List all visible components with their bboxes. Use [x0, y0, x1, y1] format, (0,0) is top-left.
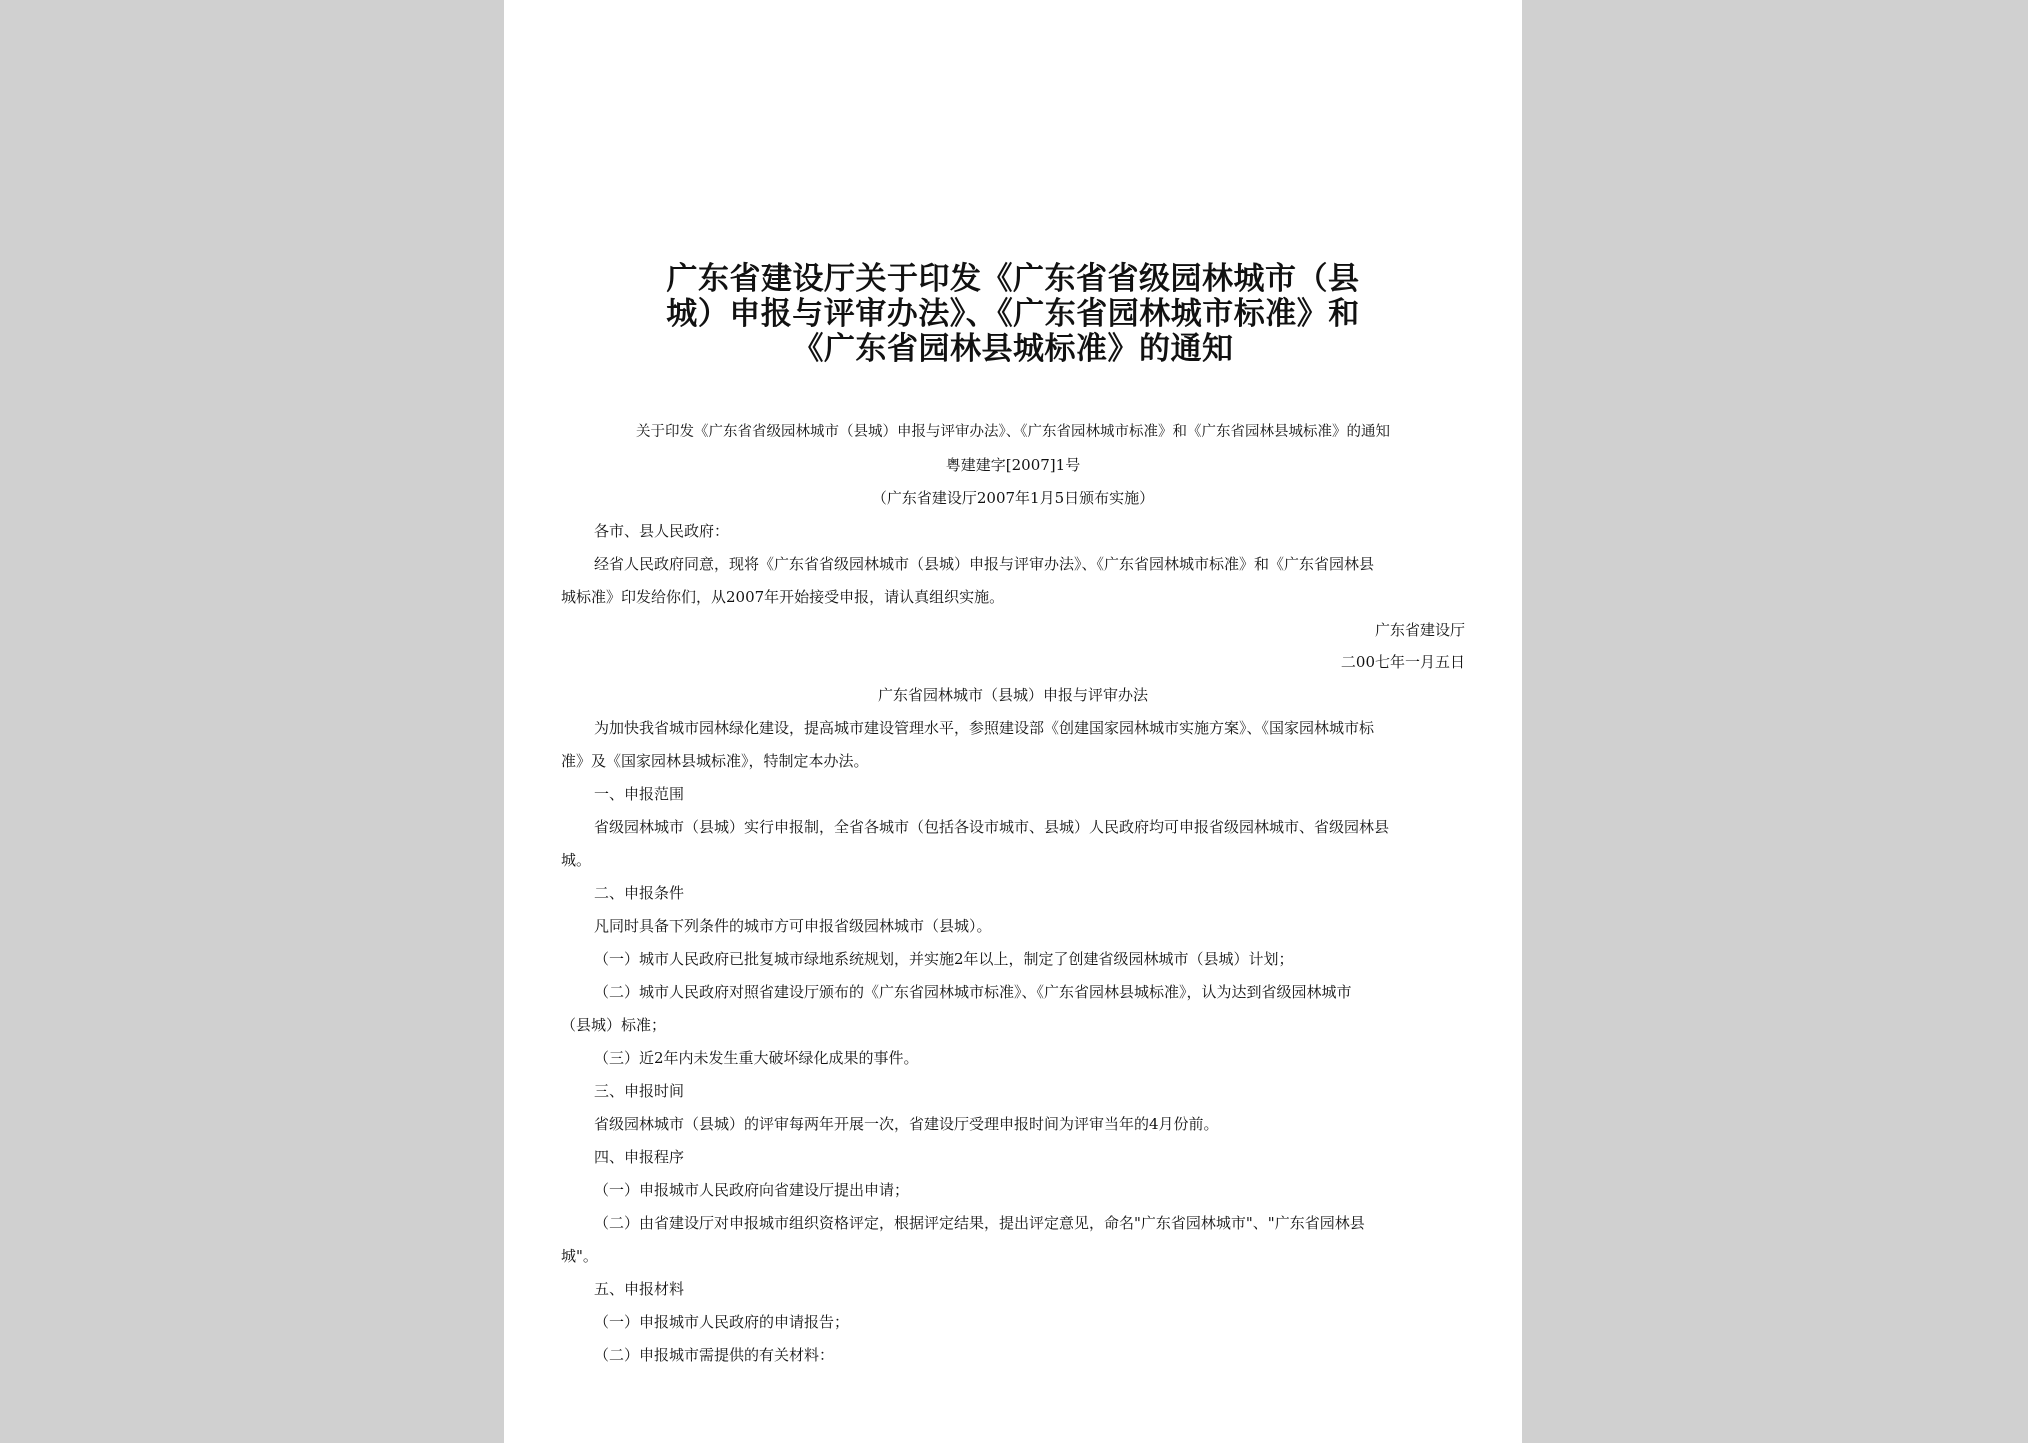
materials-item: （一）申报城市人民政府的申请报告；: [594, 1313, 850, 1331]
subtitle: 关于印发《广东省省级园林城市（县城）申报与评审办法》、《广东省园林城市标准》和《广东省园林县城标准》的通知: [636, 424, 1390, 440]
conditions-paragraph: 凡同时具备下列条件的城市方可申报省级园林城市（县城）。: [594, 917, 992, 935]
issue-note: （广东省建设厅2007年1月5日颁布实施）: [871, 489, 1155, 507]
body-paragraph: 经省人民政府同意，现将《广东省省级园林城市（县城）申报与评审办法》、《广东省园林城市标准》和《广东省园林县: [594, 555, 1375, 573]
heading-procedure: 四、申报程序: [594, 1148, 685, 1166]
title-line: 《广东省园林县城标准》的通知: [792, 331, 1234, 367]
intro-paragraph: 为加快我省城市园林绿化建设，提高城市建设管理水平，参照建设部《创建国家园林城市实施方案》、《国家园林城市标: [594, 719, 1375, 737]
scope-continuation: 城。: [561, 851, 592, 869]
title-line: 城）申报与评审办法》、《广东省园林城市标准》和: [666, 296, 1360, 332]
heading-conditions: 二、申报条件: [594, 884, 685, 902]
heading-scope: 一、申报范围: [594, 785, 685, 803]
condition-item: （三）近2年内未发生重大破坏绿化成果的事件。: [594, 1049, 919, 1067]
condition-item: （二）城市人民政府对照省建设厅颁布的《广东省园林城市标准》、《广东省园林县城标准》，认为达到省级园林城市: [594, 983, 1352, 1001]
salutation: 各市、县人民政府：: [594, 522, 730, 540]
document-page: [504, 0, 1522, 1443]
title-line: 广东省建设厅关于印发《广东省省级园林城市（县: [666, 261, 1360, 297]
materials-item: （二）申报城市需提供的有关材料：: [594, 1346, 835, 1364]
signature-organization: 广东省建设厅: [1374, 621, 1465, 639]
procedure-item-continuation: 城"。: [561, 1247, 598, 1265]
document-number: 粤建建字[2007]1号: [945, 456, 1081, 474]
intro-continuation: 准》及《国家园林县城标准》，特制定本办法。: [561, 752, 869, 770]
heading-time: 三、申报时间: [594, 1082, 685, 1100]
condition-item-continuation: （县城）标准；: [561, 1016, 667, 1034]
document-title: [574, 262, 1452, 367]
condition-item: （一）城市人民政府已批复城市绿地系统规划，并实施2年以上，制定了创建省级园林城市（县城）计划；: [594, 950, 1294, 968]
signature-date: 二00七年一月五日: [1340, 653, 1465, 671]
heading-materials: 五、申报材料: [594, 1280, 685, 1298]
procedure-item: （二）由省建设厅对申报城市组织资格评定，根据评定结果，提出评定意见，命名"广东省园林城市"、"广东省园林县: [594, 1214, 1365, 1232]
body-paragraph-continuation: 城标准》印发给你们，从2007年开始接受申报，请认真组织实施。: [561, 588, 1005, 606]
time-paragraph: 省级园林城市（县城）的评审每两年开展一次，省建设厅受理申报时间为评审当年的4月份前。: [594, 1115, 1219, 1133]
section-title: 广东省园林城市（县城）申报与评审办法: [877, 686, 1148, 704]
scope-paragraph: 省级园林城市（县城）实行申报制，全省各城市（包括各设市城市、县城）人民政府均可申报省级园林城市、省级园林县: [594, 818, 1390, 836]
procedure-item: （一）申报城市人民政府向省建设厅提出申请；: [594, 1181, 910, 1199]
